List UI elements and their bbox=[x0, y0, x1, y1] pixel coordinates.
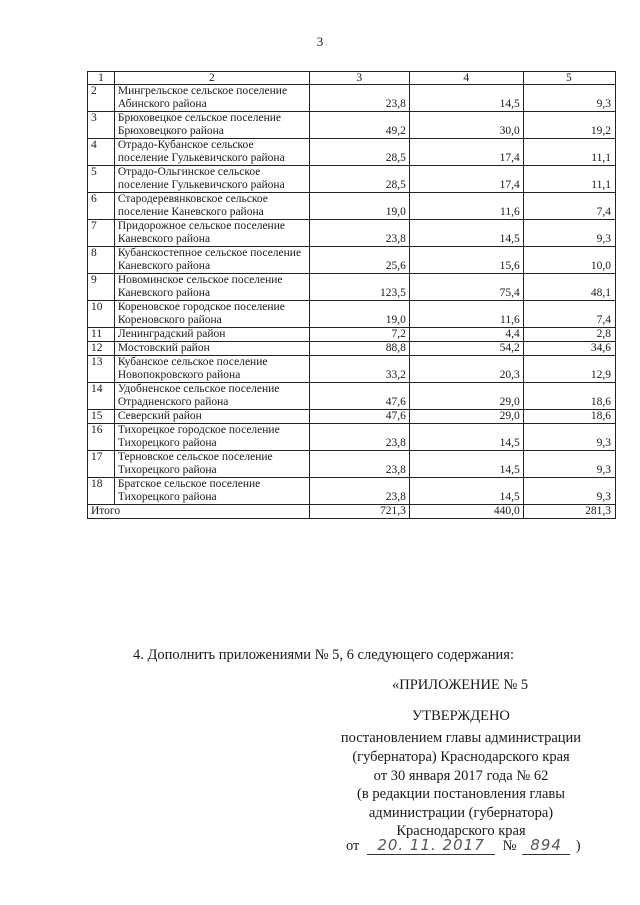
municipality-name: Брюховецкое сельское поселение Брюховецкого района bbox=[114, 112, 309, 139]
table-row bbox=[88, 424, 616, 451]
value-col3: 123,5 bbox=[309, 274, 409, 301]
value-col3: 23,8 bbox=[309, 424, 409, 451]
table-row bbox=[88, 478, 616, 505]
total-col3: 721,3 bbox=[309, 505, 409, 519]
table-row bbox=[88, 139, 616, 166]
table-row bbox=[88, 356, 616, 383]
sig-close-paren: ) bbox=[575, 838, 581, 854]
value-col5: 9,3 bbox=[523, 85, 615, 112]
value-col4: 17,4 bbox=[409, 166, 523, 193]
value-col4: 20,3 bbox=[409, 356, 523, 383]
value-col3: 19,0 bbox=[309, 193, 409, 220]
value-col3: 88,8 bbox=[309, 342, 409, 356]
header-cell: 3 bbox=[309, 72, 409, 85]
municipality-name: Кубанское сельское поселение Новопокровского района bbox=[114, 356, 309, 383]
value-col3: 19,0 bbox=[309, 301, 409, 328]
table-header-row bbox=[88, 72, 616, 85]
approved-line: от 30 января 2017 года № 62 bbox=[373, 768, 549, 784]
value-col3: 23,8 bbox=[309, 220, 409, 247]
value-col5: 48,1 bbox=[523, 274, 615, 301]
value-col3: 25,6 bbox=[309, 247, 409, 274]
table-row bbox=[88, 247, 616, 274]
municipality-name: Мостовский район bbox=[114, 342, 309, 356]
value-col5: 11,1 bbox=[523, 139, 615, 166]
approved-title: УТВЕРЖДЕНО bbox=[412, 708, 510, 724]
value-col4: 15,6 bbox=[409, 247, 523, 274]
value-col5: 7,4 bbox=[523, 193, 615, 220]
value-col3: 23,8 bbox=[309, 478, 409, 505]
header-cell: 4 bbox=[409, 72, 523, 85]
row-number: 13 bbox=[88, 356, 115, 383]
municipality-name: Придорожное сельское поселение Каневского района bbox=[114, 220, 309, 247]
row-number: 11 bbox=[88, 328, 115, 342]
row-number: 10 bbox=[88, 301, 115, 328]
approved-line: (в редакции постановления главы bbox=[357, 786, 565, 802]
municipality-name: Кореновское городское поселение Кореновского района bbox=[114, 301, 309, 328]
value-col5: 18,6 bbox=[523, 410, 615, 424]
row-number: 7 bbox=[88, 220, 115, 247]
value-col5: 9,3 bbox=[523, 451, 615, 478]
value-col4: 14,5 bbox=[409, 85, 523, 112]
value-col4: 14,5 bbox=[409, 451, 523, 478]
amendment-text: 4. Дополнить приложениями № 5, 6 следующего содержания: bbox=[133, 647, 514, 663]
row-number: 4 bbox=[88, 139, 115, 166]
sig-number-label: № bbox=[502, 838, 517, 854]
municipality-name: Тихорецкое городское поселение Тихорецкого района bbox=[114, 424, 309, 451]
table-row bbox=[88, 166, 616, 193]
municipality-name: Братское сельское поселение Тихорецкого района bbox=[114, 478, 309, 505]
row-number: 5 bbox=[88, 166, 115, 193]
table-row bbox=[88, 383, 616, 410]
table-row bbox=[88, 193, 616, 220]
municipality-name: Мингрельское сельское поселение Абинского района bbox=[114, 85, 309, 112]
value-col4: 29,0 bbox=[409, 383, 523, 410]
value-col4: 54,2 bbox=[409, 342, 523, 356]
value-col3: 28,5 bbox=[309, 166, 409, 193]
table-row bbox=[88, 301, 616, 328]
approved-line: постановлением главы администрации bbox=[340, 730, 582, 746]
total-col4: 440,0 bbox=[409, 505, 523, 519]
municipality-name: Кубанскостепное сельское поселение Каневского района bbox=[114, 247, 309, 274]
value-col5: 10,0 bbox=[523, 247, 615, 274]
distribution-table bbox=[87, 71, 616, 519]
header-cell: 1 bbox=[88, 72, 115, 85]
table-row bbox=[88, 451, 616, 478]
value-col5: 9,3 bbox=[523, 424, 615, 451]
municipality-name: Отрадо-Кубанское сельское поселение Гулькевичского района bbox=[114, 139, 309, 166]
row-number: 18 bbox=[88, 478, 115, 505]
row-number: 9 bbox=[88, 274, 115, 301]
municipality-name: Северский район bbox=[114, 410, 309, 424]
approved-line: Краснодарского края bbox=[396, 823, 526, 839]
row-number: 15 bbox=[88, 410, 115, 424]
row-number: 16 bbox=[88, 424, 115, 451]
value-col3: 47,6 bbox=[309, 410, 409, 424]
table-row bbox=[88, 220, 616, 247]
value-col4: 75,4 bbox=[409, 274, 523, 301]
page-number: 3 bbox=[316, 34, 324, 49]
total-label: Итого bbox=[88, 505, 310, 519]
value-col3: 7,2 bbox=[309, 328, 409, 342]
approved-line: администрации (губернатора) bbox=[368, 805, 554, 821]
municipality-name: Отрадо-Ольгинское сельское поселение Гулькевичского района bbox=[114, 166, 309, 193]
value-col3: 33,2 bbox=[309, 356, 409, 383]
row-number: 2 bbox=[88, 85, 115, 112]
value-col3: 49,2 bbox=[309, 112, 409, 139]
row-number: 12 bbox=[88, 342, 115, 356]
value-col3: 47,6 bbox=[309, 383, 409, 410]
value-col5: 2,8 bbox=[523, 328, 615, 342]
header-cell: 5 bbox=[523, 72, 615, 85]
value-col4: 14,5 bbox=[409, 424, 523, 451]
value-col3: 23,8 bbox=[309, 451, 409, 478]
value-col5: 11,1 bbox=[523, 166, 615, 193]
row-number: 17 bbox=[88, 451, 115, 478]
table-row bbox=[88, 342, 616, 356]
handwritten-date: 20. 11. 2017 bbox=[367, 836, 495, 855]
value-col5: 7,4 bbox=[523, 301, 615, 328]
row-number: 3 bbox=[88, 112, 115, 139]
value-col4: 4,4 bbox=[409, 328, 523, 342]
value-col5: 19,2 bbox=[523, 112, 615, 139]
table-row bbox=[88, 328, 616, 342]
municipality-name: Новоминское сельское поселение Каневского района bbox=[114, 274, 309, 301]
value-col4: 14,5 bbox=[409, 478, 523, 505]
row-number: 8 bbox=[88, 247, 115, 274]
municipality-name: Стародеревянковское сельское поселение Каневского района bbox=[114, 193, 309, 220]
municipality-name: Терновское сельское поселение Тихорецкого района bbox=[114, 451, 309, 478]
value-col5: 9,3 bbox=[523, 478, 615, 505]
total-col5: 281,3 bbox=[523, 505, 615, 519]
value-col4: 14,5 bbox=[409, 220, 523, 247]
value-col4: 11,6 bbox=[409, 301, 523, 328]
value-col4: 29,0 bbox=[409, 410, 523, 424]
value-col4: 17,4 bbox=[409, 139, 523, 166]
table-row bbox=[88, 112, 616, 139]
approved-line: (губернатора) Краснодарского края bbox=[352, 749, 570, 765]
handwritten-number: 894 bbox=[522, 836, 570, 855]
total-row bbox=[88, 505, 616, 519]
value-col5: 9,3 bbox=[523, 220, 615, 247]
row-number: 14 bbox=[88, 383, 115, 410]
value-col5: 34,6 bbox=[523, 342, 615, 356]
municipality-name: Удобненское сельское поселение Отрадненского района bbox=[114, 383, 309, 410]
sig-from-label: от bbox=[346, 838, 360, 854]
row-number: 6 bbox=[88, 193, 115, 220]
value-col3: 28,5 bbox=[309, 139, 409, 166]
value-col4: 11,6 bbox=[409, 193, 523, 220]
header-cell: 2 bbox=[114, 72, 309, 85]
appendix-title: «ПРИЛОЖЕНИЕ № 5 bbox=[392, 677, 529, 693]
value-col4: 30,0 bbox=[409, 112, 523, 139]
municipality-name: Ленинградский район bbox=[114, 328, 309, 342]
signature-line bbox=[346, 836, 581, 855]
value-col5: 18,6 bbox=[523, 383, 615, 410]
value-col5: 12,9 bbox=[523, 356, 615, 383]
table-row bbox=[88, 274, 616, 301]
value-col3: 23,8 bbox=[309, 85, 409, 112]
table-row bbox=[88, 85, 616, 112]
table-row bbox=[88, 410, 616, 424]
